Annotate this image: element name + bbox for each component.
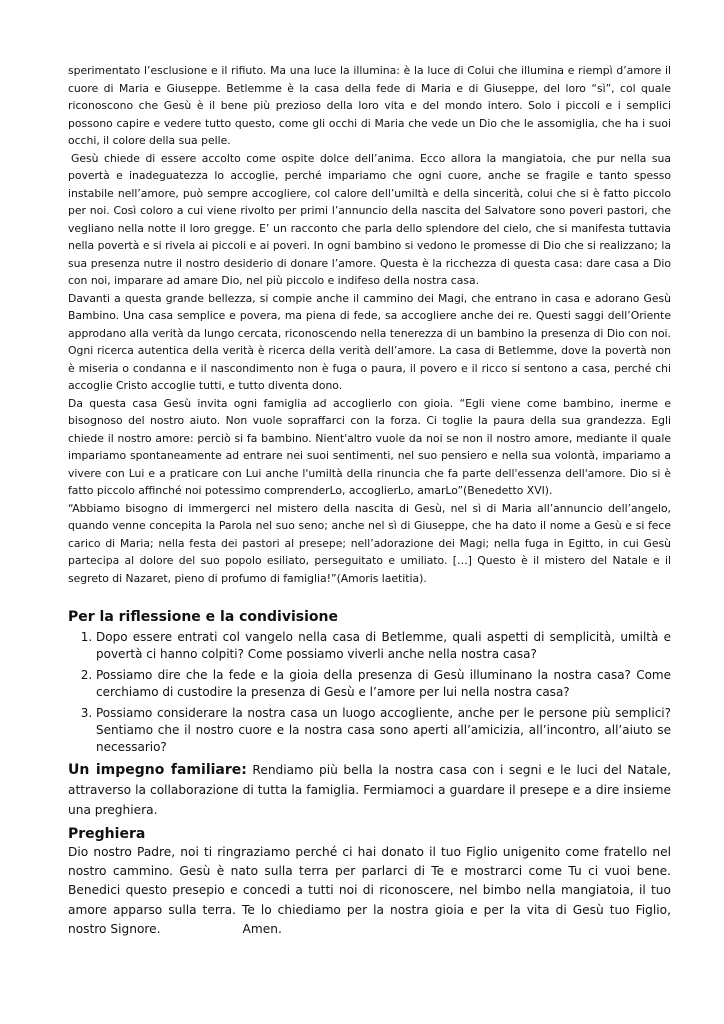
reflection-questions [68, 629, 671, 756]
prayer-paragraph [68, 843, 671, 939]
reflection-title: Per la riflessione e la condivisione [68, 609, 338, 625]
question-item: 1. Dopo essere entrati col vangelo nella casa di Betlemme, quali aspetti di semplicità, umiltà e povertà ci hanno colpiti? Come possiamo viverli anche nella nostra casa? [96, 629, 671, 663]
impegno-title: Un impegno familiare: [68, 762, 247, 778]
prayer-amen: Amen. [242, 921, 282, 936]
impegno-paragraph [68, 760, 671, 820]
prayer-title: Preghiera [68, 826, 146, 842]
impegno-text: Rendiamo più bella la nostra casa con i segni e le luci del Natale, attraverso la collaborazione di tutta la famiglia. Fermiamoci a guardare il presepe e a dire insieme una preghiera. [68, 763, 672, 817]
paragraph-2: Gesù chiede di essere accolto come ospite dolce dell’anima. Ecco allora la mangiatoia, che pur nella sua povertà e inadeguatezza lo accoglie, perché impariamo che ogni cuore, anche se fragile e tanto spesso instabile nell’amore, può sempre accogliere, col calore dell’umiltà e della sincerità, colui che si è fatto piccolo per noi. Così coloro a cui viene rivolto per primi l’annuncio della nascita del Salvatore sono poveri pastori, che vegliano nella notte il loro gregge. E’ un racconto che parla dello splendore del cielo, che si manifesta tuttavia nella povertà e si rivela ai piccoli e ai poveri. In ogni bambino si vedono le promesse di Dio che si realizzano; la sua presenza nutre il nostro desiderio di donare l’amore. Questa è la ricchezza di questa casa: dare casa a Dio con noi, imparare ad amare Dio, nel più piccolo e indifeso della nostra casa. [68, 151, 671, 287]
paragraph-5: “Abbiamo bisogno di immergerci nel mistero della nascita di Gesù, nel sì di Maria all’annuncio dell’angelo, quando venne concepita la Parola nel suo seno; anche nel sì di Giuseppe, che ha dato il nome a Gesù e si fece carico di Maria; nella festa dei pastori al presepe; nell’adorazione dei Magi; nella fuga in Egitto, in cui Gesù partecipa al dolore del suo popolo esiliato, perseguitato e umiliato. […] Questo è il mistero del Natale e il segreto di Nazaret, pieno di profumo di famiglia!”(Amoris laetitia). [68, 501, 671, 585]
body-text [68, 62, 671, 587]
question-item: 3. Possiamo considerare la nostra casa un luogo accogliente, anche per le persone più semplici? Sentiamo che il nostro cuore e la nostra casa sono aperti all’amicizia, all’incontro, all’aiuto se necessario? [96, 705, 671, 756]
prayer-text: Dio nostro Padre, noi ti ringraziamo perché ci hai donato il tuo Figlio unigenito come fratello nel nostro cammino. Gesù è nato sulla terra per parlarci di Te e mostrarci come Tu ci vuoi bene. Benedici questo presepio e concedi a tutti noi di riconoscere, nel bimbo nella mangiatoia, il tuo amore apparso sulla terra. Te lo chiediamo per la nostra gioia e per la vita di Gesù tuo Figlio, nostro Signore. [68, 845, 671, 936]
reflection-section [68, 607, 671, 756]
paragraph-4: Da questa casa Gesù invita ogni famiglia ad accoglierlo con gioia. “Egli viene come bambino, inerme e bisognoso del nostro aiuto. Non vuole sopraffarci con la forza. Ci toglie la paura della sua grandezza. Egli chiede il nostro amore: perciò si fa bambino. Nient'altro vuole da noi se non il nostro amore, mediante il quale impariamo spontaneamente ad entrare nei suoi sentimenti, nel suo pensiero e nella sua volontà, impariamo a vivere con Lui e a praticare con Lui anche l'umiltà della rinuncia che fa parte dell'essenza dell'amore. Dio si è fatto piccolo affinché noi potessimo comprenderLo, accoglierLo, amarLo”(Benedetto XVI). [68, 396, 671, 497]
paragraph-1: sperimentato l’esclusione e il rifiuto. Ma una luce la illumina: è la luce di Colui che illumina e riempì d’amore il cuore di Maria e Giuseppe. Betlemme è la casa della fede di Maria e di Giuseppe, del loro “sì”, col quale riconoscono che Gesù è il bene più prezioso della loro vita e del mondo intero. Solo i piccoli e i semplici possono capire e vedere tutto questo, come gli occhi di Maria che vede un Dio che le assomiglia, che ha i suoi occhi, il colore della sua pelle. [68, 64, 671, 147]
question-item: 2. Possiamo dire che la fede e la gioia della presenza di Gesù illuminano la nostra casa? Come cerchiamo di custodire la presenza di Gesù e l’amore per lui nella nostra casa? [96, 667, 671, 701]
paragraph-3: Davanti a questa grande bellezza, si compie anche il cammino dei Magi, che entrano in casa e adorano Gesù Bambino. Una casa semplice e povera, ma piena di fede, sa accogliere anche dei re. Questi saggi dell’Oriente approdano alla verità da lungo cercata, riconoscendo nella tenerezza di un bambino la presenza di Dio con noi. Ogni ricerca autentica della verità è ricerca della verità dell’amore. La casa di Betlemme, dove la povertà non è miseria o condanna e il nascondimento non è fuga o paura, il povero e il ricco si sentono a casa, perché chi accoglie Cristo accoglie tutti, e tutto diventa dono. [68, 291, 671, 392]
